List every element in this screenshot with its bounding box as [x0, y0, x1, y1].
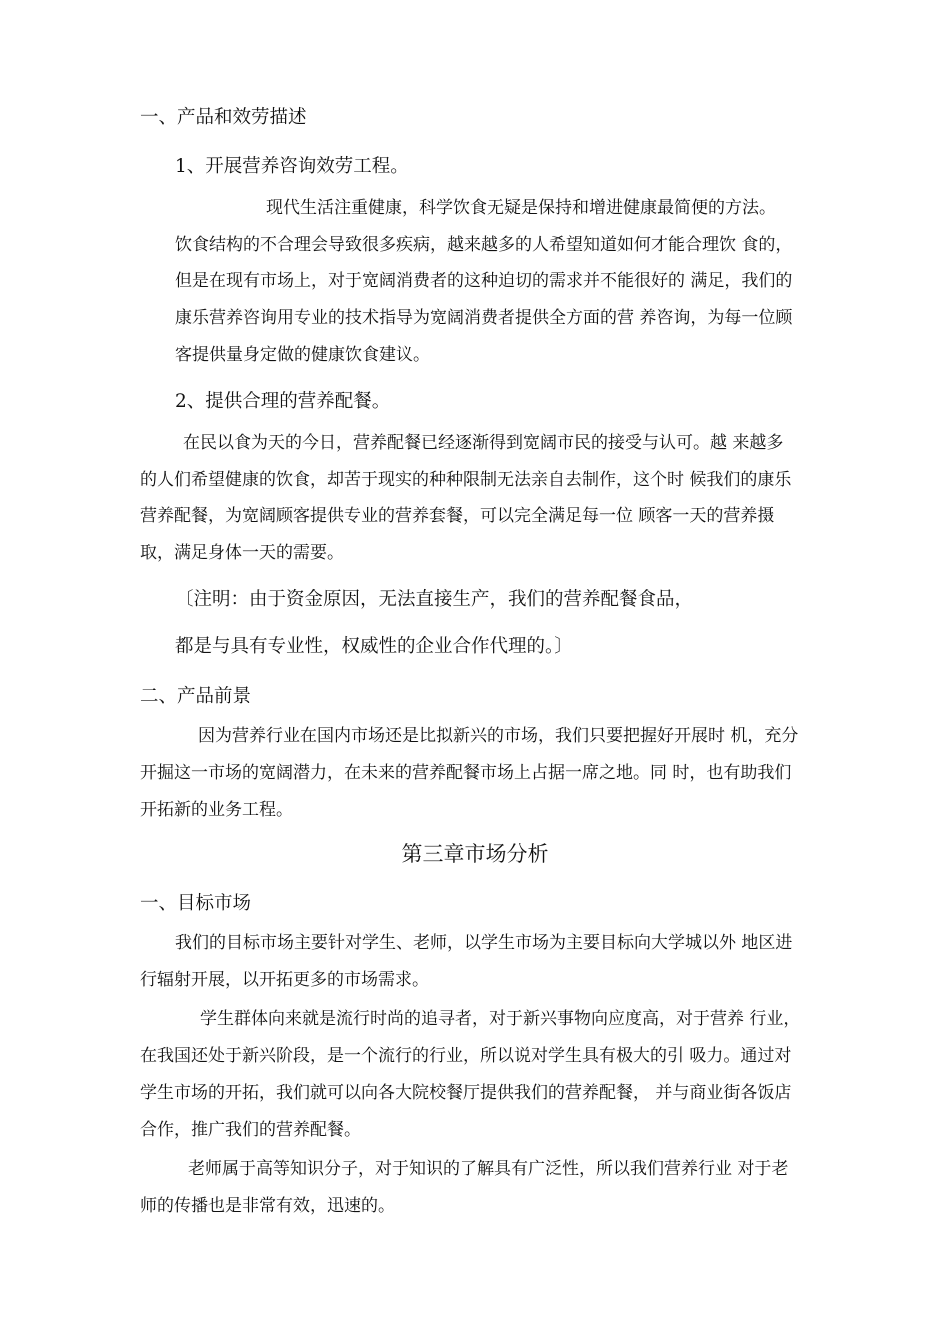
paragraph-line: 因为营养行业在国内市场还是比拟新兴的市场，我们只要把握好开展时 机，充分: [198, 726, 799, 746]
paragraph-line: 饮食结构的不合理会导致很多疾病，越来越多的人希望知道如何才能合理饮 食的，: [175, 235, 793, 255]
paragraph-line: 我们的目标市场主要针对学生、老师，以学生市场为主要目标向大学城以外 地区进: [175, 933, 793, 953]
paragraph-line: 在我国还处于新兴阶段，是一个流行的行业，所以说对学生具有极大的引 吸力。通过对: [140, 1046, 792, 1066]
paragraph-line: 学生群体向来就是流行时尚的追寻者，对于新兴事物向应度高，对于营养 行业，: [200, 1009, 801, 1029]
paragraph-line: 行辐射开展，以开拓更多的市场需求。: [140, 970, 429, 990]
paragraph-line: 老师属于高等知识分子，对于知识的了解具有广泛性，所以我们营养行业 对于老: [188, 1159, 789, 1179]
paragraph-line: 现代生活注重健康，科学饮食无疑是保持和增进健康最简便的方法。: [266, 198, 776, 218]
paragraph-line: 合作，推广我们的营养配餐。: [140, 1120, 361, 1140]
paragraph-line: 学生市场的开拓，我们就可以向各大院校餐厅提供我们的营养配餐， 并与商业街各饭店: [140, 1083, 792, 1103]
note-line: 〔注明：由于资金原因，无法直接生产，我们的营养配餐食品，: [175, 589, 694, 610]
paragraph-line: 取，满足身体一天的需要。: [140, 543, 344, 563]
section-heading-product-service: 一、产品和效劳描述: [140, 107, 307, 128]
chapter-title: 第三章市场分析: [401, 842, 549, 866]
paragraph-line: 客提供量身定做的健康饮食建议。: [175, 345, 430, 365]
subheading-nutrition-consulting: 1、开展营养咨询效劳工程。: [175, 156, 409, 177]
paragraph-line: 在民以食为天的今日，营养配餐已经逐渐得到宽阔市民的接受与认可。越 来越多: [183, 433, 784, 453]
paragraph-line: 营养配餐，为宽阔顾客提供专业的营养套餐，可以完全满足每一位 顾客一天的营养摄: [140, 506, 775, 526]
paragraph-line: 开掘这一市场的宽阔潜力，在未来的营养配餐市场上占据一席之地。同 时，也有助我们: [140, 763, 792, 783]
paragraph-line: 师的传播也是非常有效，迅速的。: [140, 1196, 395, 1216]
paragraph-line: 但是在现有市场上，对于宽阔消费者的这种迫切的需求并不能很好的 满足，我们的: [175, 271, 793, 291]
paragraph-line: 的人们希望健康的饮食，却苦于现实的种种限制无法亲自去制作，这个时 候我们的康乐: [140, 470, 792, 490]
note-line: 都是与具有专业性，权威性的企业合作代理的。〕: [175, 636, 573, 657]
subheading-nutrition-meals: 2、提供合理的营养配餐。: [175, 391, 391, 412]
section-heading-target-market: 一、目标市场: [140, 893, 252, 914]
paragraph-line: 康乐营养咨询用专业的技术指导为宽阔消费者提供全方面的营 养咨询，为每一位顾: [175, 308, 793, 328]
section-heading-product-outlook: 二、产品前景: [140, 686, 252, 707]
paragraph-line: 开拓新的业务工程。: [140, 800, 293, 820]
